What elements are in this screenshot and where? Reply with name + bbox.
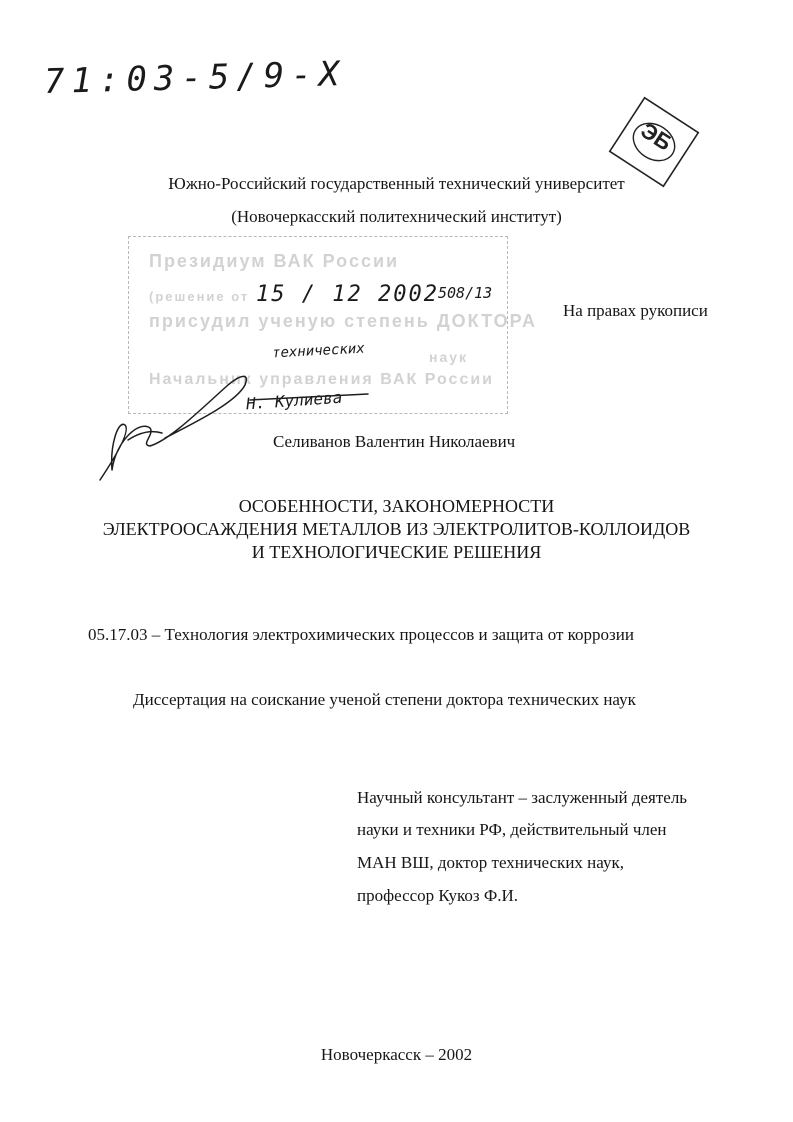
stamp-handwritten-field: технических bbox=[271, 340, 366, 362]
title-line-2: ЭЛЕКТРООСАЖДЕНИЯ МЕТАЛЛОВ ИЗ ЭЛЕКТРОЛИТОВ-КОЛЛОИДОВ bbox=[102, 519, 691, 539]
stamp-handwritten-date: 15 / 12 2002 bbox=[256, 282, 439, 307]
stamp-line-5: Начальник управления ВАК России bbox=[149, 371, 495, 388]
stamp-line-1: Президиум ВАК России bbox=[149, 251, 400, 271]
consultant-line-1: Научный консультант – заслуженный деятель bbox=[357, 788, 688, 807]
consultant-line-2: науки и техники РФ, действительный член bbox=[357, 820, 667, 839]
consultant-line-4: профессор Кукоз Ф.И. bbox=[357, 886, 519, 905]
title-line-3: И ТЕХНОЛОГИЧЕСКИЕ РЕШЕНИЯ bbox=[251, 542, 542, 562]
dissertation-note: Диссертация на соискание ученой степени доктора технических наук bbox=[133, 690, 636, 709]
consultant-line-3: МАН ВШ, доктор технических наук, bbox=[357, 853, 624, 872]
footer-city-year: Новочеркасск – 2002 bbox=[320, 1045, 473, 1064]
university-institute: (Новочеркасский политехнический институт) bbox=[231, 207, 562, 226]
university-name: Южно-Российский государственный технический университет bbox=[168, 174, 625, 193]
rights-note: На правах рукописи bbox=[563, 301, 708, 320]
stamp-line-2: (решение от bbox=[149, 289, 250, 304]
author-name: Селиванов Валентин Николаевич bbox=[273, 432, 516, 451]
archive-code: 71:03-5/9-X bbox=[43, 54, 347, 102]
title-line-1: ОСОБЕННОСТИ, ЗАКОНОМЕРНОСТИ bbox=[238, 496, 555, 516]
specialty: 05.17.03 – Технология электрохимических процессов и защита от коррозии bbox=[88, 625, 634, 644]
stamp-handwritten-number: 508/13 bbox=[438, 284, 493, 302]
stamp-handwritten-name: Н. Кулиева bbox=[245, 387, 343, 414]
library-stamp-mark: ЭБ bbox=[636, 117, 677, 156]
stamp-line-3: присудил ученую степень ДОКТОРА bbox=[149, 311, 538, 331]
stamp-line-4: наук bbox=[429, 349, 469, 365]
